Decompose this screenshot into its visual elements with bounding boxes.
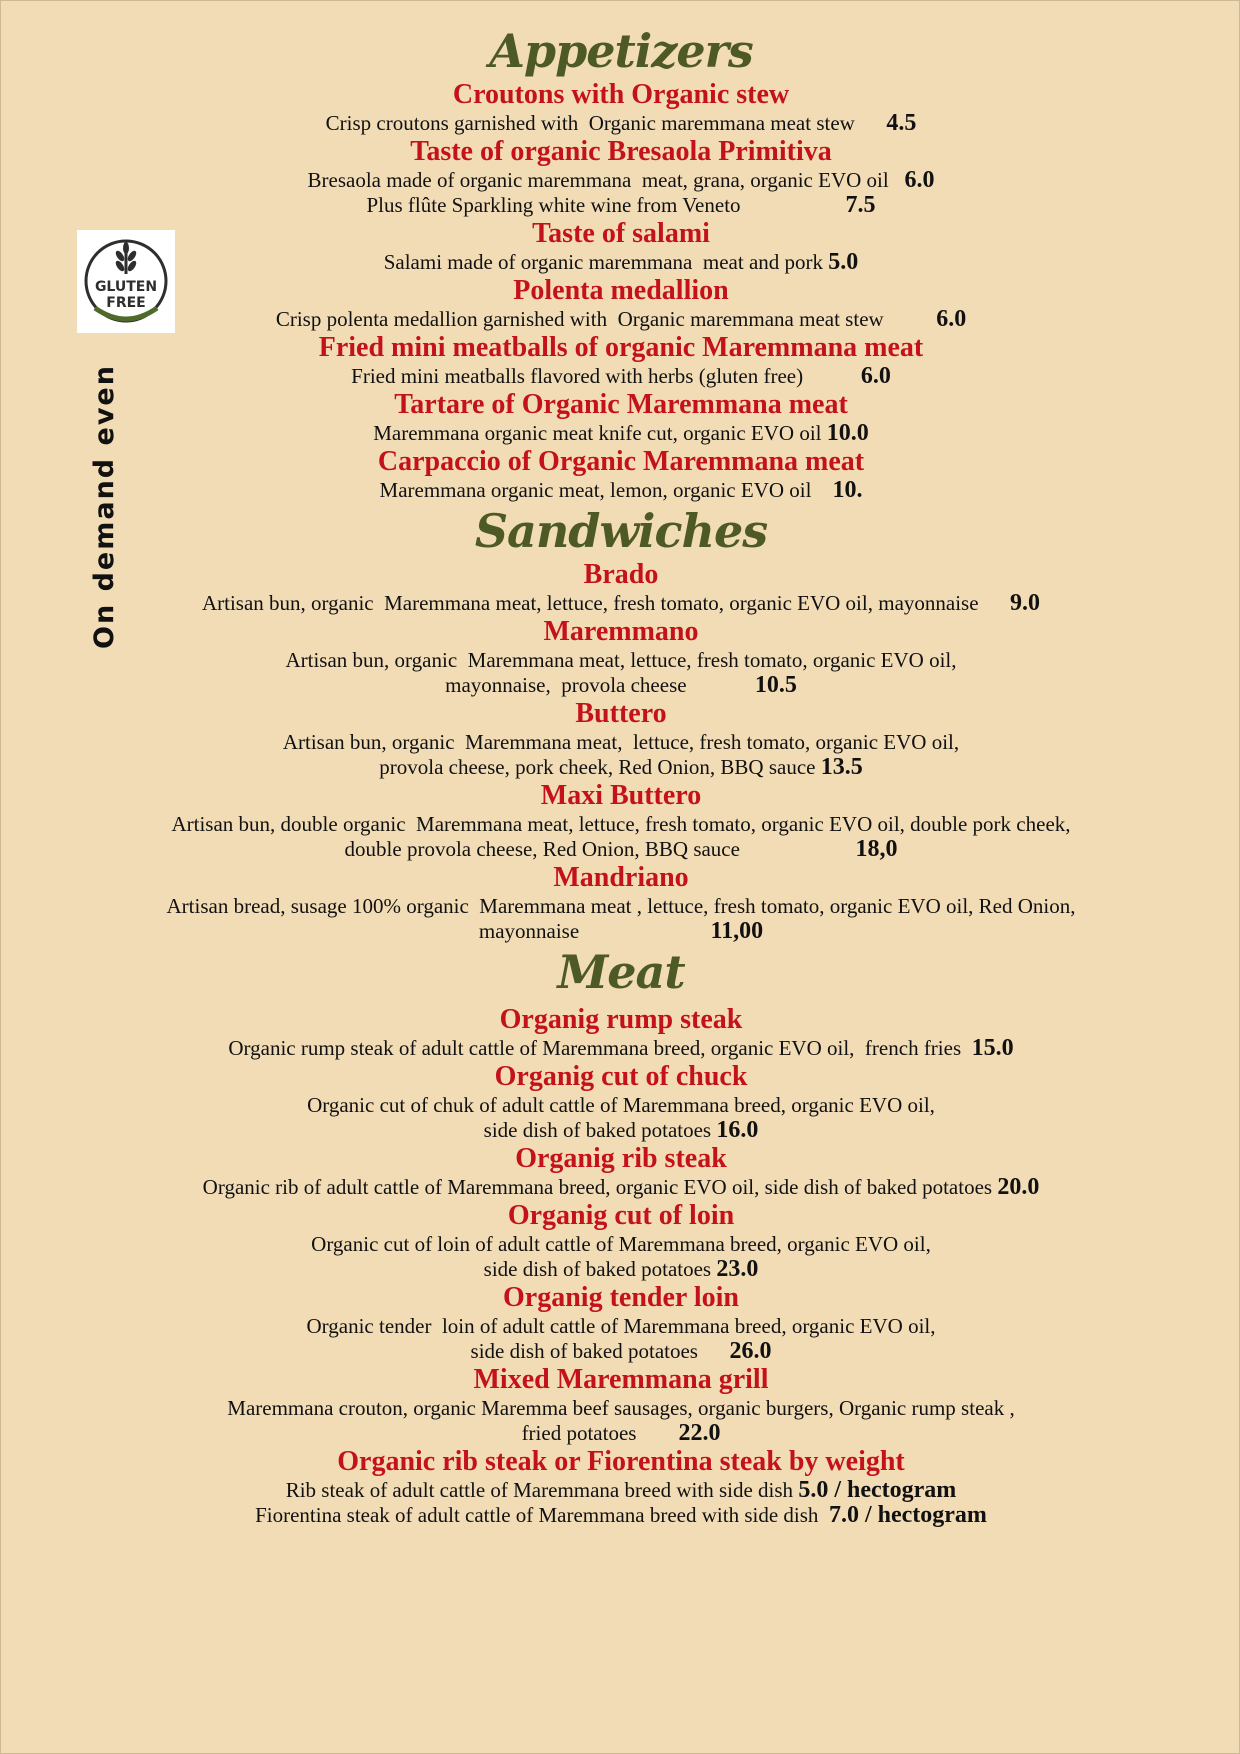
menu-item-description <box>61 1232 1181 1257</box>
menu-item-name: Organig rib steak <box>515 1143 727 1174</box>
badge-line2: FREE <box>106 295 146 311</box>
menu-item-name: Polenta medallion <box>513 275 729 306</box>
menu-item-description <box>61 1093 1181 1118</box>
description-text: Maremmana organic meat knife cut, organic EVO oil <box>373 421 827 445</box>
menu-item-description <box>61 1503 1181 1528</box>
menu-item <box>61 616 1181 698</box>
menu-item-description <box>61 919 1181 944</box>
menu-item-description <box>61 364 1181 389</box>
menu-item-name: Brado <box>583 559 659 590</box>
menu-item <box>61 1446 1181 1528</box>
description-text: Salami made of organic maremmana meat and pork <box>383 250 829 274</box>
description-text: mayonnaise <box>478 919 711 943</box>
menu-item-price: 7.0 / hectogram <box>828 1502 987 1528</box>
menu-item-description <box>61 730 1181 755</box>
menu-item-name: Maxi Buttero <box>540 780 702 811</box>
menu-item-description <box>61 812 1181 837</box>
menu-item-description <box>61 648 1181 673</box>
menu-item-price: 13.5 <box>820 754 863 780</box>
description-text: Organic cut of chuk of adult cattle of Maremmana breed, organic EVO oil, <box>307 1093 935 1117</box>
description-text: Artisan bun, organic Maremmana meat, lettuce, fresh tomato, organic EVO oil, <box>282 730 960 754</box>
description-text: Artisan bun, organic Maremmana meat, lettuce, fresh tomato, organic EVO oil, <box>285 648 957 672</box>
menu-item-price: 10. <box>832 477 863 503</box>
description-text: Artisan bun, organic Maremmana meat, lettuce, fresh tomato, organic EVO oil, mayonnaise <box>201 591 1011 615</box>
menu-item <box>61 136 1181 218</box>
menu-item-price: 11,00 <box>710 918 764 944</box>
menu-item-name: Organig cut of chuck <box>494 1061 748 1092</box>
menu-item-name: Buttero <box>575 698 667 729</box>
menu-item <box>61 1061 1181 1143</box>
menu-item-price: 23.0 <box>716 1256 759 1282</box>
description-text: double provola cheese, Red Onion, BBQ sauce <box>344 837 856 861</box>
menu-item-price: 10.0 <box>826 420 869 446</box>
section-title: Appetizers <box>489 24 753 78</box>
section-title: Sandwiches <box>474 504 768 558</box>
menu-item-description <box>61 591 1181 616</box>
menu-item-name: Organig cut of loin <box>507 1200 735 1231</box>
menu-item <box>61 780 1181 862</box>
description-text: Organic cut of loin of adult cattle of Maremmana breed, organic EVO oil, <box>311 1232 931 1256</box>
menu-item-name: Organic rib steak or Fiorentina steak by weight <box>337 1446 905 1477</box>
description-text: Organic tender loin of adult cattle of Maremmana breed, organic EVO oil, <box>306 1314 936 1338</box>
section-title: Meat <box>557 945 685 999</box>
menu-section-appetizers <box>61 23 1181 503</box>
menu-item-description <box>61 1314 1181 1339</box>
menu-item-name: Organig rump steak <box>499 1004 743 1035</box>
menu-item-name: Taste of salami <box>532 218 710 249</box>
menu-item-price: 4.5 <box>886 110 917 136</box>
menu-item <box>61 79 1181 136</box>
menu-item-description <box>61 421 1181 446</box>
menu-section-meat <box>61 944 1181 1528</box>
menu-item-description <box>61 1421 1181 1446</box>
menu-item <box>61 218 1181 275</box>
menu-item-description <box>61 837 1181 862</box>
menu-item-name: Organig tender loin <box>503 1282 739 1313</box>
menu-item <box>61 559 1181 616</box>
menu-item <box>61 698 1181 780</box>
menu-item-name: Maremmano <box>543 616 699 647</box>
description-text: side dish of baked potatoes <box>483 1118 717 1142</box>
menu-item-description <box>61 1339 1181 1364</box>
menu-item-description <box>61 894 1181 919</box>
menu-item-price: 18,0 <box>855 836 898 862</box>
menu-item-price: 7.5 <box>845 192 876 218</box>
menu-item <box>61 1364 1181 1446</box>
menu-item <box>61 332 1181 389</box>
menu-section-sandwiches <box>61 503 1181 944</box>
menu-item-name: Fried mini meatballs of organic Maremmana meat <box>318 332 924 363</box>
menu-item-description <box>61 673 1181 698</box>
menu-item-description <box>61 168 1181 193</box>
menu-item <box>61 275 1181 332</box>
description-text: Fiorentina steak of adult cattle of Maremmana breed with side dish <box>255 1503 829 1527</box>
menu-item-price: 22.0 <box>678 1420 721 1446</box>
menu-item-description <box>61 478 1181 503</box>
description-text: Maremmana crouton, organic Maremma beef sausages, organic burgers, Organic rump steak , <box>227 1396 1015 1420</box>
description-text: Rib steak of adult cattle of Maremmana breed with side dish <box>285 1478 799 1502</box>
on-demand-note: On demand even <box>89 364 120 649</box>
menu-item-price: 10.5 <box>754 672 797 698</box>
menu-item <box>61 1200 1181 1282</box>
menu-item-name: Mixed Maremmana grill <box>473 1364 769 1395</box>
menu-item-name: Carpaccio of Organic Maremmana meat <box>377 446 865 477</box>
menu-item-price: 6.0 <box>936 306 967 332</box>
menu-item-description <box>61 1478 1181 1503</box>
menu-item-description <box>61 1036 1181 1061</box>
menu-item-price: 5.0 <box>828 249 859 275</box>
description-text: Maremmana organic meat, lemon, organic EVO oil <box>379 478 833 502</box>
menu-item-description <box>61 1396 1181 1421</box>
description-text: Artisan bread, susage 100% organic Maremmana meat , lettuce, fresh tomato, organic EVO oil, Red Onion, <box>166 894 1076 918</box>
menu-item <box>61 1143 1181 1200</box>
description-text: mayonnaise, provola cheese <box>445 673 755 697</box>
badge-line1: GLUTEN <box>94 279 158 295</box>
description-text: side dish of baked potatoes <box>470 1339 730 1363</box>
menu-item-price: 6.0 <box>904 167 935 193</box>
description-text: Organic rib of adult cattle of Maremmana breed, organic EVO oil, side dish of baked potatoes <box>202 1175 998 1199</box>
description-text: Artisan bun, double organic Maremmana meat, lettuce, fresh tomato, organic EVO oil, double pork cheek, <box>171 812 1071 836</box>
description-text: Organic rump steak of adult cattle of Maremmana breed, organic EVO oil, french fries <box>228 1036 972 1060</box>
menu-item <box>61 1282 1181 1364</box>
menu-item-price: 5.0 / hectogram <box>798 1477 957 1503</box>
menu-content <box>61 23 1181 1528</box>
description-text: Bresaola made of organic maremmana meat, grana, organic EVO oil <box>307 168 905 192</box>
description-text: Crisp polenta medallion garnished with Organic maremmana meat stew <box>275 307 937 331</box>
description-text: Plus flûte Sparkling white wine from Veneto <box>366 193 846 217</box>
description-text: provola cheese, pork cheek, Red Onion, BBQ sauce <box>379 755 821 779</box>
menu-item-description <box>61 193 1181 218</box>
menu-item-description <box>61 755 1181 780</box>
menu-item <box>61 389 1181 446</box>
menu-item-name: Croutons with Organic stew <box>452 79 790 110</box>
menu-item-description <box>61 1175 1181 1200</box>
menu-item-description <box>61 1257 1181 1282</box>
menu-item-price: 6.0 <box>860 363 891 389</box>
menu-item-price: 9.0 <box>1010 590 1041 616</box>
description-text: Fried mini meatballs flavored with herbs (gluten free) <box>351 364 861 388</box>
menu-item-price: 16.0 <box>716 1117 759 1143</box>
menu-item <box>61 1004 1181 1061</box>
menu-item <box>61 862 1181 944</box>
menu-item-description <box>61 307 1181 332</box>
description-text: side dish of baked potatoes <box>483 1257 717 1281</box>
description-text: fried potatoes <box>521 1421 679 1445</box>
menu-item-description <box>61 1118 1181 1143</box>
menu-item-description <box>61 111 1181 136</box>
description-text: Crisp croutons garnished with Organic maremmana meat stew <box>325 111 887 135</box>
menu-item-description <box>61 250 1181 275</box>
menu-item-price: 20.0 <box>997 1174 1040 1200</box>
menu-item-name: Tartare of Organic Maremmana meat <box>394 389 848 420</box>
menu-item-price: 15.0 <box>971 1035 1014 1061</box>
menu-item-name: Taste of organic Bresaola Primitiva <box>410 136 832 167</box>
menu-item-name: Mandriano <box>553 862 689 893</box>
menu-item <box>61 446 1181 503</box>
menu-item-price: 26.0 <box>729 1338 772 1364</box>
